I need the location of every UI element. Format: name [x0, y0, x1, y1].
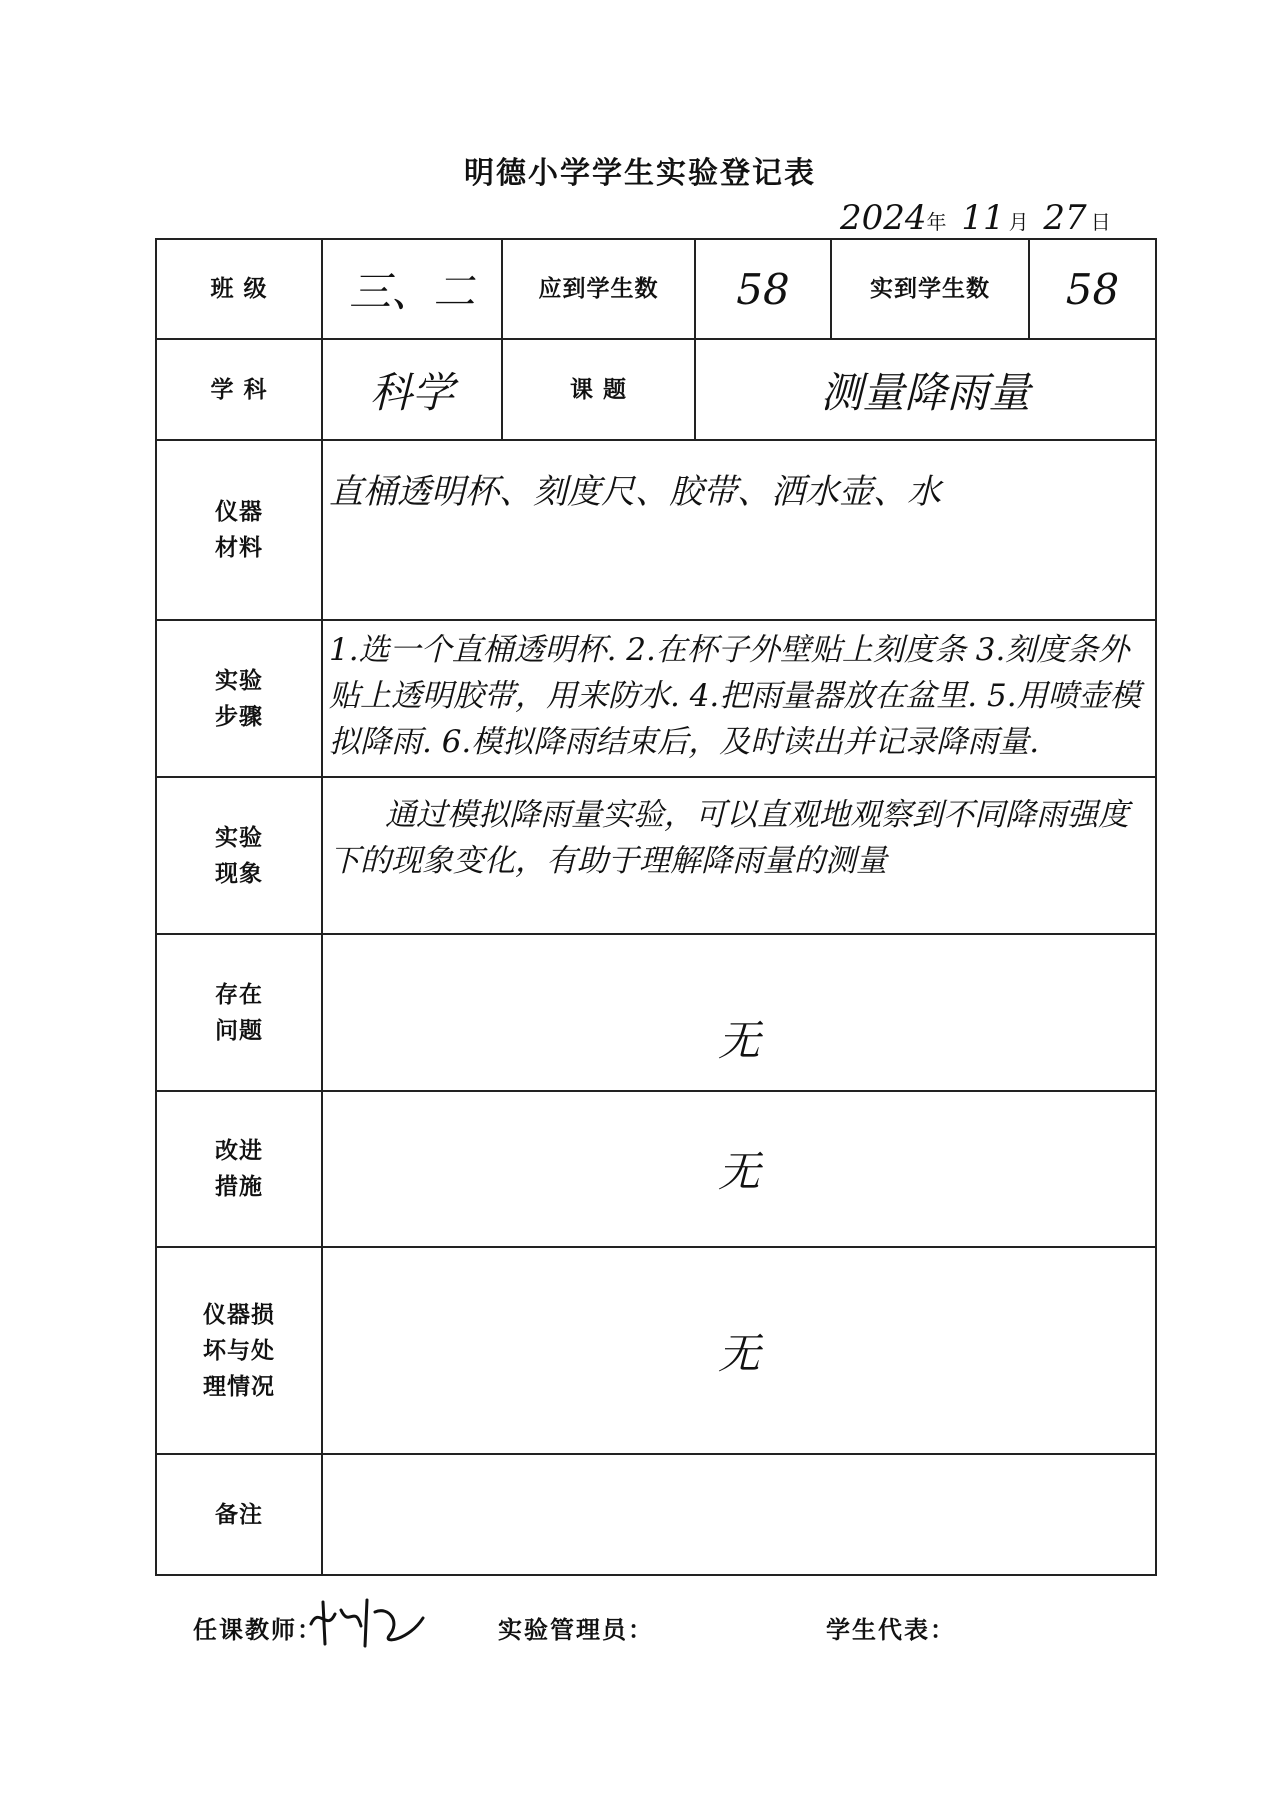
damage-value: 无	[322, 1247, 1156, 1454]
date-year: 2024	[840, 198, 927, 238]
phenomenon-value: 通过模拟降雨量实验，可以直观地观察到不同降雨强度下的现象变化，有助于理解降雨量的测量	[322, 777, 1156, 934]
row-materials	[156, 440, 1156, 620]
issues-value: 无	[322, 934, 1156, 1091]
date-month: 11	[961, 198, 1005, 238]
date-month-unit: 月	[1008, 210, 1029, 234]
date-day-unit: 日	[1090, 210, 1111, 234]
subject-label: 学 科	[156, 339, 322, 440]
topic-value: 测量降雨量	[695, 339, 1156, 440]
row-class	[156, 239, 1156, 339]
admin-label: 实验管理员：	[498, 1616, 654, 1644]
page-title: 明德小学学生实验登记表	[464, 156, 816, 191]
student-label: 学生代表：	[826, 1616, 956, 1644]
issues-label: 存在 问题	[156, 934, 322, 1091]
class-value: 三、二	[322, 239, 502, 339]
teacher-signature	[305, 1588, 435, 1650]
materials-label: 仪器 材料	[156, 440, 322, 620]
row-improve	[156, 1091, 1156, 1247]
actual-label: 实到学生数	[831, 239, 1029, 339]
row-issues	[156, 934, 1156, 1091]
actual-value: 58	[1029, 239, 1156, 339]
remarks-value	[322, 1454, 1156, 1575]
materials-value: 直桶透明杯、刻度尺、胶带、洒水壶、水	[322, 440, 1156, 620]
row-damage	[156, 1247, 1156, 1454]
topic-label: 课 题	[502, 339, 695, 440]
improve-value: 无	[322, 1091, 1156, 1247]
steps-label: 实验 步骤	[156, 620, 322, 777]
class-label: 班 级	[156, 239, 322, 339]
row-subject	[156, 339, 1156, 440]
date-year-unit: 年	[926, 210, 947, 234]
row-remarks	[156, 1454, 1156, 1575]
expected-value: 58	[695, 239, 831, 339]
damage-label: 仪器损 坏与处 理情况	[156, 1247, 322, 1454]
date-day: 27	[1043, 198, 1087, 238]
row-phenomenon	[156, 777, 1156, 934]
registration-table	[155, 238, 1157, 1576]
remarks-label: 备注	[156, 1454, 322, 1575]
teacher-label: 任课教师：	[193, 1616, 323, 1644]
improve-label: 改进 措施	[156, 1091, 322, 1247]
phenomenon-label: 实验 现象	[156, 777, 322, 934]
row-steps	[156, 620, 1156, 777]
expected-label: 应到学生数	[502, 239, 695, 339]
subject-value: 科学	[322, 339, 502, 440]
steps-value: 1.选一个直桶透明杯. 2.在杯子外壁贴上刻度条 3.刻度条外贴上透明胶带，用来防水. 4.把雨量器放在盆里. 5.用喷壶模拟降雨. 6.模拟降雨结束后，及时读出并记录降雨量.	[322, 620, 1156, 777]
date	[840, 198, 1111, 238]
